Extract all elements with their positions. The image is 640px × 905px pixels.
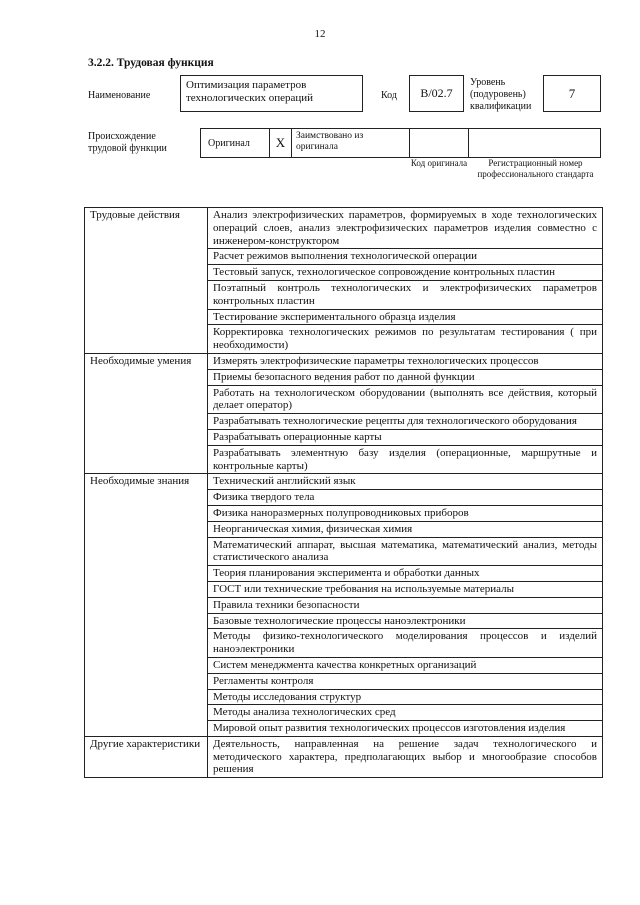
section-item: Методы анализа технологических сред: [208, 705, 603, 721]
section-item: Расчет режимов выполнения технологической операции: [208, 249, 603, 265]
original-label: Оригинал: [208, 138, 250, 149]
section-item: Базовые технологические процессы наноэлектроники: [208, 613, 603, 629]
section-item: Измерять электрофизические параметры технологических процессов: [208, 353, 603, 369]
section-item: Тестовый запуск, технологическое сопровождение контрольных пластин: [208, 265, 603, 281]
section-heading: 3.2.2. Трудовая функция: [88, 57, 214, 69]
section-item: Анализ электрофизических параметров, формируемых в ходе технологических операций слоев, анализ электрофизических параметров изделия совместно с инженером-конструктором: [208, 208, 603, 249]
section-item: ГОСТ или технические требования на используемые материалы: [208, 581, 603, 597]
section-item: Разрабатывать элементную базу изделия (операционные, маршрутные и контрольные карты): [208, 445, 603, 474]
section-item: Мировой опыт развития технологических процессов изготовления изделия: [208, 721, 603, 737]
original-cell: [200, 128, 270, 158]
level-label: Уровень (подуровень) квалификации: [470, 77, 532, 112]
name-label: Наименование: [88, 90, 151, 101]
section-item: Корректировка технологических режимов по результатам тестирования ( при необходимости): [208, 325, 603, 354]
borrowed-label: Заимствовано из оригинала: [291, 128, 410, 158]
function-table: [84, 207, 603, 778]
level-value: 7: [543, 75, 601, 112]
page-number: 12: [314, 28, 326, 40]
original-mark: X: [269, 128, 292, 158]
section-item: Математический аппарат, высшая математика, математический анализ, методы статистического анализа: [208, 537, 603, 566]
section-item: Тестирование экспериментального образца изделия: [208, 309, 603, 325]
section-item: Неорганическая химия, физическая химия: [208, 521, 603, 537]
section-item: Физика наноразмерных полупроводниковых приборов: [208, 505, 603, 521]
section-item: Теория планирования эксперимента и обработки данных: [208, 566, 603, 582]
table-row: [85, 353, 603, 369]
section-item: Методы исследования структур: [208, 689, 603, 705]
code-original-caption: Код оригинала: [410, 158, 468, 168]
section-title: Необходимые умения: [85, 353, 208, 473]
section-item: Разрабатывать технологические рецепты для технологического оборудования: [208, 414, 603, 430]
section-item: Правила техники безопасности: [208, 597, 603, 613]
section-item: Систем менеджмента качества конкретных организаций: [208, 657, 603, 673]
section-item: Регламенты контроля: [208, 673, 603, 689]
section-title: Трудовые действия: [85, 208, 208, 354]
section-item: Деятельность, направленная на решение задач технологического и методического характера, предполагающих выбор и многообразие способов решения: [208, 736, 603, 777]
section-item: Поэтапный контроль технологических и электрофизических параметров контрольных пластин: [208, 280, 603, 309]
table-row: [85, 736, 603, 777]
section-item: Физика твердого тела: [208, 490, 603, 506]
section-title: Другие характеристики: [85, 736, 208, 777]
reg-number-caption: Регистрационный номер профессионального стандарта: [477, 158, 594, 179]
code-value: B/02.7: [409, 75, 464, 112]
section-item: Технический английский язык: [208, 474, 603, 490]
section-item: Разрабатывать операционные карты: [208, 429, 603, 445]
section-item: Приемы безопасного ведения работ по данной функции: [208, 369, 603, 385]
table-row: [85, 474, 603, 490]
section-title: Необходимые знания: [85, 474, 208, 737]
origin-label: Происхождение трудовой функции: [88, 131, 167, 154]
reg-number-cell: [468, 128, 601, 158]
code-label: Код: [381, 90, 397, 101]
code-original-cell: [409, 128, 469, 158]
section-item: Методы физико-технологического моделирования процессов и изделий наноэлектроники: [208, 629, 603, 658]
section-item: Работать на технологическом оборудовании (выполнять все действия, который делает оператор): [208, 385, 603, 414]
name-value: Оптимизация параметров технологических операций: [180, 75, 363, 112]
table-row: [85, 208, 603, 249]
